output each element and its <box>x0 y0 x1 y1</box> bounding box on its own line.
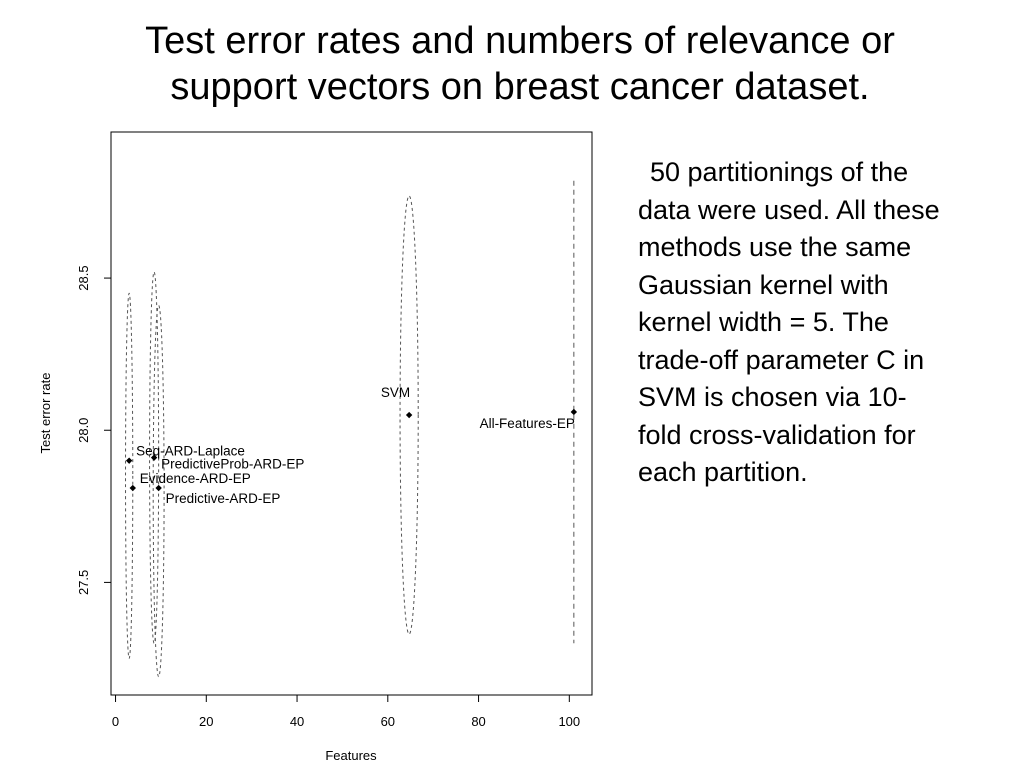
point-label: SVM <box>380 385 411 401</box>
plot-frame <box>111 132 592 695</box>
description-line: data were used. All these <box>638 194 940 225</box>
data-point-marker <box>126 457 132 463</box>
point-label: Seq-ARD-Laplace <box>136 443 245 459</box>
data-point-marker <box>130 485 136 491</box>
description-line: methods use the same <box>638 232 912 262</box>
x-tick-label: 0 <box>111 714 120 729</box>
description-line: 50 partitionings of the <box>650 157 909 187</box>
x-tick-label: 100 <box>558 714 581 729</box>
x-tick-label: 80 <box>471 714 486 729</box>
y-tick-label: 28.5 <box>76 265 91 291</box>
description-line: trade-off parameter C in <box>638 344 925 375</box>
x-tick-label: 40 <box>289 714 305 729</box>
y-axis <box>76 265 111 595</box>
y-axis-label: Test error rate <box>38 372 53 454</box>
x-axis <box>112 695 580 729</box>
description-line: each partition. <box>638 457 808 487</box>
point-label: PredictiveProb-ARD-EP <box>161 456 305 472</box>
data-point-marker <box>406 412 412 418</box>
title-line: Test error rates and numbers of relevance or <box>145 20 895 62</box>
x-tick-label: 20 <box>199 714 214 729</box>
description-line: Gaussian kernel with <box>638 269 889 300</box>
y-tick-label: 28.0 <box>76 417 91 443</box>
description-line: SVM is chosen via 10- <box>638 382 907 412</box>
point-labels <box>136 385 575 506</box>
point-label: Evidence-ARD-EP <box>139 471 251 487</box>
title-line: support vectors on breast cancer dataset. <box>170 66 870 108</box>
y-tick-label: 27.5 <box>76 569 91 596</box>
description-line: kernel width = 5. The <box>638 307 889 337</box>
x-tick-label: 60 <box>380 714 396 729</box>
data-point-marker <box>571 409 577 415</box>
x-axis-label: Features <box>325 748 377 763</box>
uncertainty-ellipse <box>126 293 133 658</box>
point-label: Predictive-ARD-EP <box>165 491 281 507</box>
description-text <box>638 154 998 492</box>
point-label: All-Features-EP <box>479 415 575 431</box>
description-line: fold cross-validation for <box>638 419 916 450</box>
